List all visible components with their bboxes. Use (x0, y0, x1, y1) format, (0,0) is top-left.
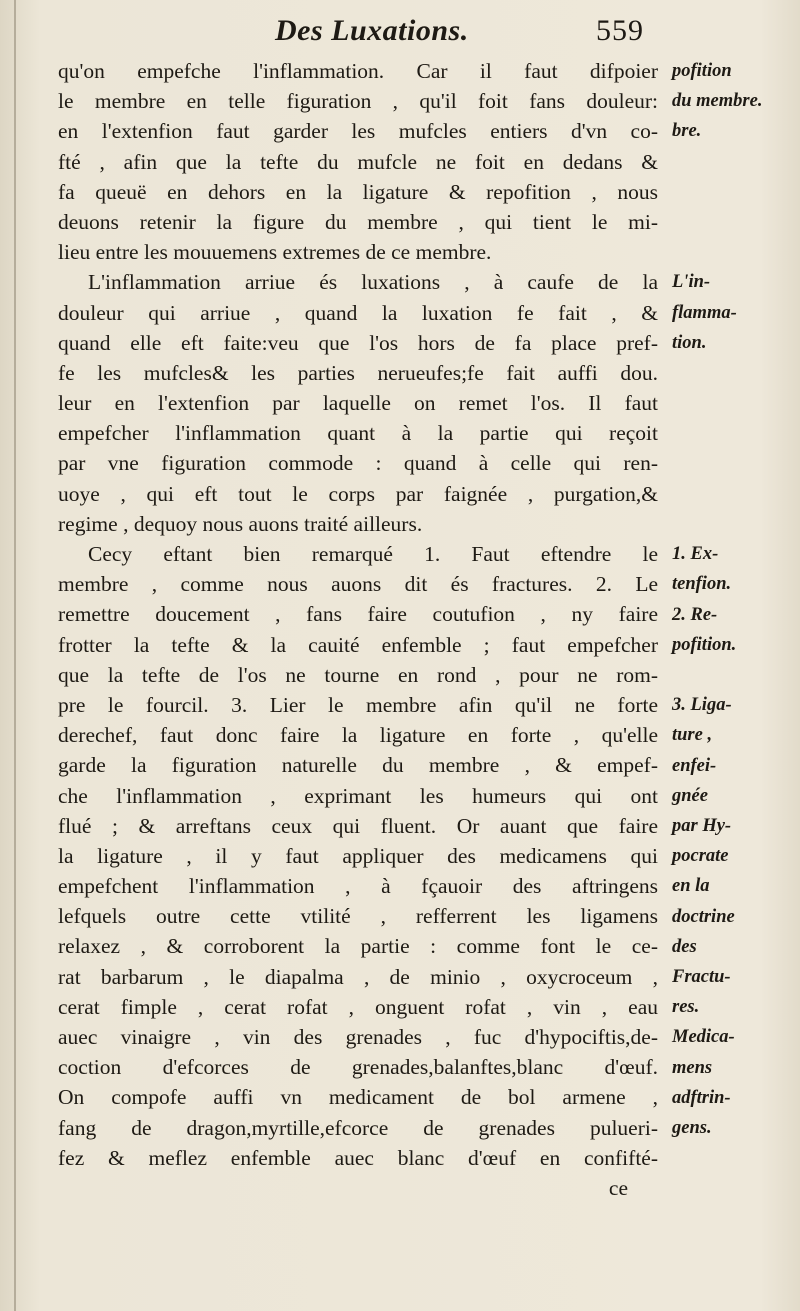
text-line: membre , comme nous auons dit és fractures. 2. Le (58, 572, 658, 597)
margin-note: doctrine (672, 906, 735, 927)
margin-note: Medica- (672, 1027, 735, 1048)
text-line: rat barbarum , le diapalma , de minio , oxycroceum , (58, 964, 658, 989)
text-line: fez & meflez enfemble auec blanc d'œuf en confifté- (58, 1145, 658, 1170)
text-line: auec vinaigre , vin des grenades , fuc d'hypociftis,de- (58, 1025, 658, 1049)
margin-note: ture , (672, 725, 713, 746)
text-line: le membre en telle figuration , qu'il foit fans douleur: (58, 89, 658, 114)
text-line: en l'extenfion faut garder les mufcles entiers d'vn co- (58, 119, 658, 144)
running-head (0, 10, 800, 50)
text-line: flué ; & arreftans ceux qui fluent. Or auant que faire (58, 813, 658, 838)
text-line: fa queuë en dehors en la ligature & repofition , nous (58, 179, 658, 204)
margin-note: tenfion. (672, 574, 732, 595)
text-line: fe les mufcles& les parties nerueufes;fe fait auffi dou. (58, 360, 658, 385)
text-line: regime , dequoy nous auons traité ailleurs. (58, 511, 423, 536)
text-line: On compofe auffi vn medicament de bol armene , (58, 1085, 658, 1110)
text-line: qu'on empefche l'inflammation. Car il faut difpoier (58, 59, 658, 83)
text-line: que la tefte de l'os ne tourne en rond , pour ne rom- (58, 662, 658, 687)
gutter-edge (14, 0, 16, 1311)
text-line: garde la figuration naturelle du membre , & empef- (58, 753, 658, 778)
margin-note: 2. Re- (672, 604, 718, 625)
margin-note: gens. (672, 1118, 712, 1138)
text-line: douleur qui arriue , quand la luxation fe fait , & (58, 300, 658, 325)
page-number: 559 (596, 14, 644, 47)
text-line: derechef, faut donc faire la ligature en forte , qu'elle (58, 723, 658, 748)
text-line: frotter la tefte & la cauité enfemble ; faut empefcher (58, 632, 658, 657)
text-line: L'inflammation arriue és luxations , à caufe de la (88, 270, 658, 295)
running-title: Des Luxations. (275, 14, 469, 47)
margin-note: pofition (672, 61, 732, 81)
margin-note: enfei- (672, 755, 717, 776)
margin-note: flamma- (672, 302, 737, 323)
text-line: coction d'efcorces de grenades,balanftes,blanc d'œuf. (58, 1055, 658, 1080)
text-line: remettre doucement , fans faire coutufion , ny faire (58, 602, 658, 627)
text-line: par vne figuration commode : quand à celle qui ren- (58, 451, 658, 476)
margin-note: bre. (672, 121, 702, 142)
margin-note: pocrate (672, 846, 729, 867)
text-line: leur en l'extenfion par laquelle on remet l'os. Il faut (58, 391, 658, 416)
margin-note: en la (672, 876, 710, 897)
margin-note: 1. Ex- (672, 544, 719, 565)
text-line: relaxez , & corroborent la partie : comme font le ce- (58, 934, 658, 959)
text-line: empefcher l'inflammation quant à la partie qui reçoit (58, 421, 658, 446)
margin-note: gnée (672, 785, 708, 806)
body-text (58, 56, 658, 1203)
text-line: che l'inflammation , exprimant les humeurs qui ont (58, 783, 658, 808)
margin-note: par Hy- (672, 816, 732, 836)
margin-note: mens (672, 1057, 713, 1078)
text-line: la ligature , il y faut appliquer des medicamens qui (58, 843, 658, 868)
text-line: pre le fourcil. 3. Lier le membre afin qu'il ne forte (58, 692, 658, 717)
text-line: uoye , qui eft tout le corps par faignée , purgation,& (58, 481, 658, 506)
text-line: quand elle eft faite:veu que l'os hors de fa place pref- (58, 330, 658, 355)
text-line: lieu entre les mouuemens extremes de ce membre. (58, 240, 492, 265)
margin-note: L'in- (672, 272, 711, 293)
text-line: Cecy eftant bien remarqué 1. Faut eftendre le (88, 542, 658, 566)
margin-note: Fractu- (672, 967, 731, 987)
margin-note: tion. (672, 332, 707, 353)
margin-note: pofition. (672, 634, 737, 655)
margin-note: adftrin- (672, 1087, 731, 1108)
text-line: cerat fimple , cerat rofat , onguent rofat , vin , eau (58, 994, 658, 1019)
margin-note: 3. Liga- (672, 695, 732, 716)
text-line: fté , afin que la tefte du mufcle ne foit en dedans & (58, 149, 658, 174)
text-line: empefchent l'inflammation , à fçauoir des aftringens (58, 874, 658, 899)
margin-note: du membre. (672, 91, 763, 112)
margin-note: res. (672, 997, 700, 1018)
text-line: lefquels outre cette vtilité , refferrent les ligamens (58, 904, 658, 929)
text-line: deuons retenir la figure du membre , qui tient le mi- (58, 209, 658, 234)
text-line: fang de dragon,myrtille,efcorce de grenades pulueri- (58, 1115, 658, 1140)
margin-note: des (672, 936, 697, 957)
text-line: ce (608, 1175, 628, 1200)
